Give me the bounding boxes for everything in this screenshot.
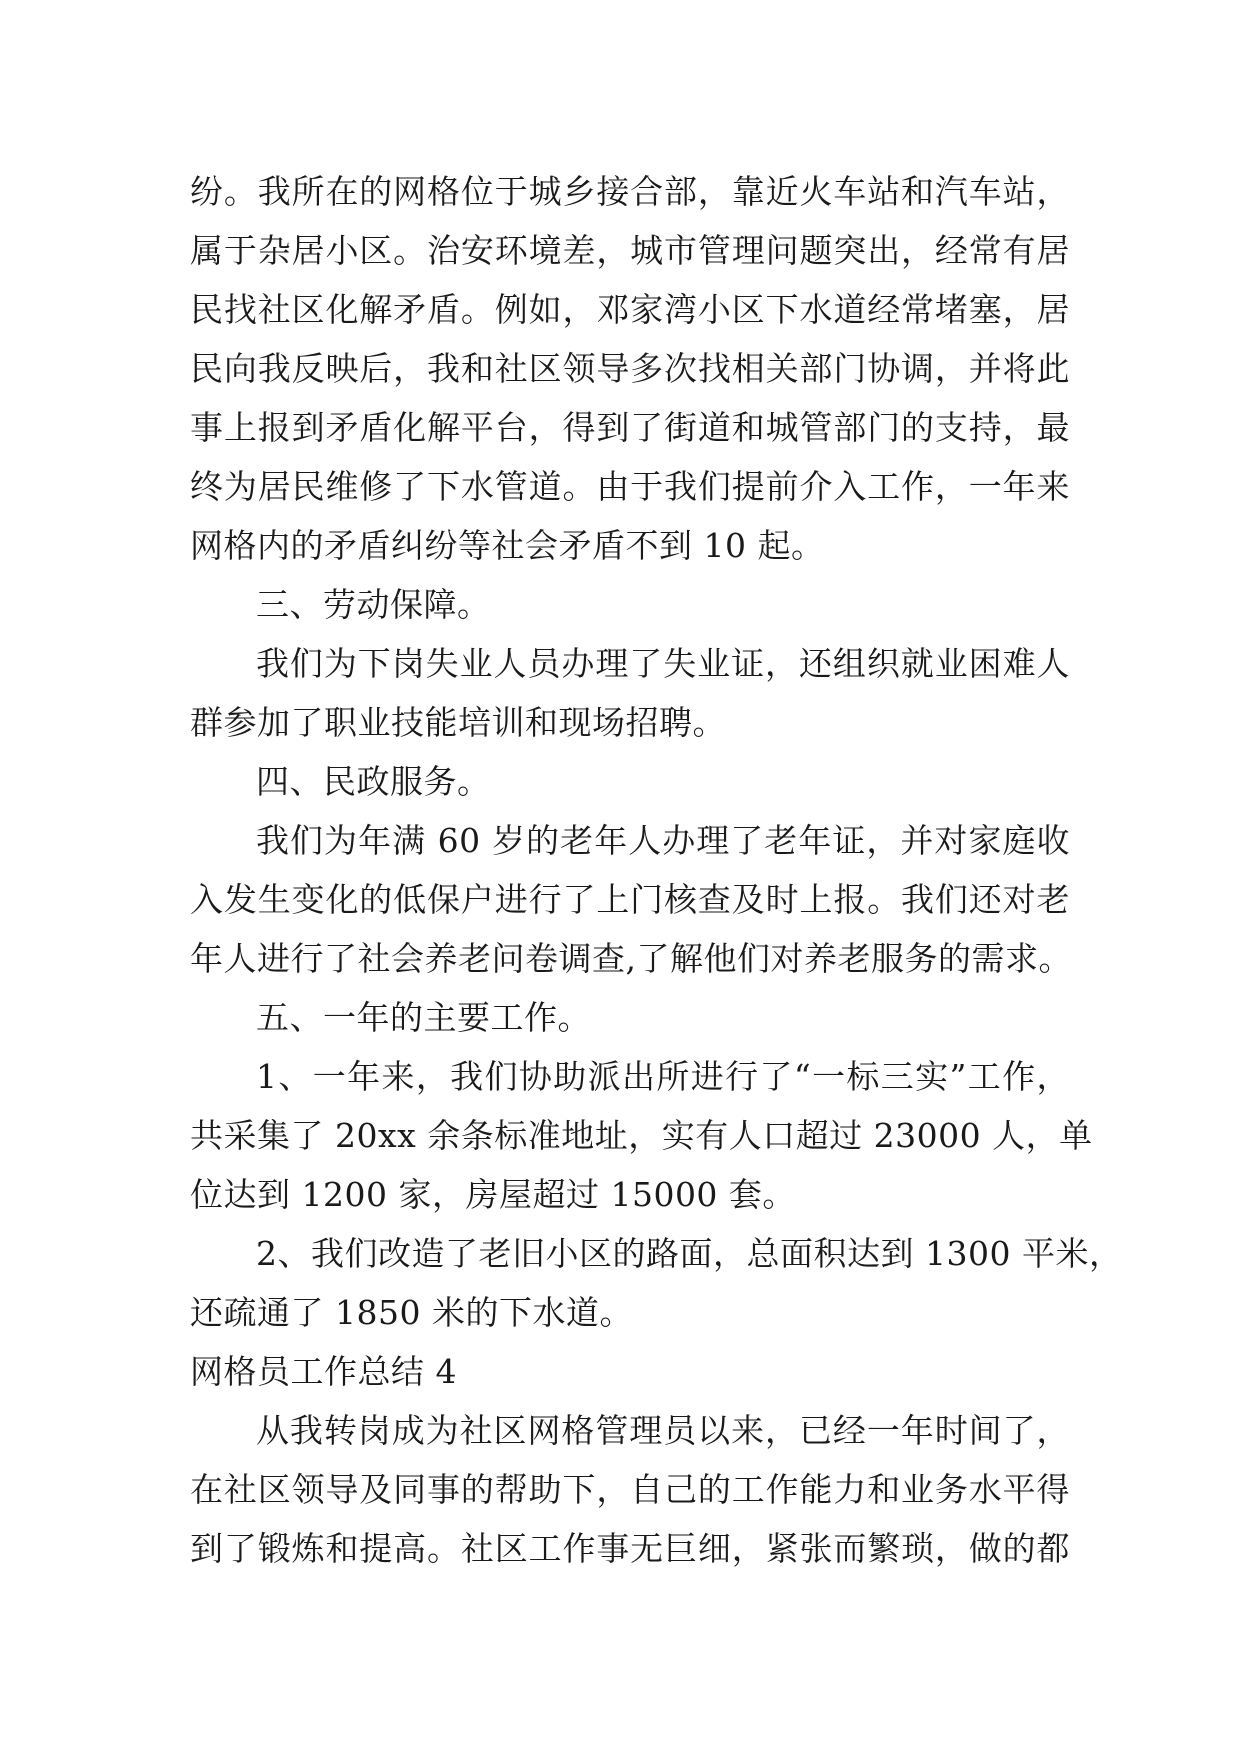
text-line: 群参加了职业技能培训和现场招聘。: [190, 703, 726, 742]
text-line: 共采集了 20xx 余条标准地址，实有人口超过 23000 人，单: [190, 1116, 1093, 1155]
text-line: 纷。我所在的网格位于城乡接合部，靠近火车站和汽车站，: [190, 172, 1070, 211]
text-line: 入发生变化的低保户进行了上门核查及时上报。我们还对老: [190, 880, 1070, 919]
text-line: 2、我们改造了老旧小区的路面，总面积达到 1300 平米，: [256, 1234, 1123, 1273]
text-line: 在社区领导及同事的帮助下，自己的工作能力和业务水平得: [190, 1470, 1070, 1509]
section-heading: 五、一年的主要工作。: [256, 998, 591, 1037]
document-body: [190, 162, 1123, 1578]
text-line: 年人进行了社会养老问卷调查,了解他们对养老服务的需求。: [190, 939, 1072, 978]
text-line: 1、一年来，我们协助派出所进行了“一标三实”工作，: [256, 1057, 1070, 1096]
text-line: 民向我反映后，我和社区领导多次找相关部门协调，并将此: [190, 349, 1070, 388]
section-heading: 四、民政服务。: [256, 762, 491, 801]
text-line: 属于杂居小区。治安环境差，城市管理问题突出，经常有居: [190, 231, 1070, 270]
text-line: 我们为年满 60 岁的老年人办理了老年证，并对家庭收: [256, 821, 1070, 860]
document-title: 网格员工作总结 4: [190, 1352, 457, 1391]
text-line: 事上报到矛盾化解平台，得到了街道和城管部门的支持，最: [190, 408, 1070, 447]
text-line: 我们为下岗失业人员办理了失业证，还组织就业困难人: [256, 644, 1070, 683]
text-line: 位达到 1200 家，房屋超过 15000 套。: [190, 1175, 796, 1214]
text-line: 还疏通了 1850 米的下水道。: [190, 1293, 633, 1332]
text-line: 民找社区化解矛盾。例如，邓家湾小区下水道经常堵塞，居: [190, 290, 1070, 329]
section-heading: 三、劳动保障。: [256, 585, 491, 624]
text-line: 终为居民维修了下水管道。由于我们提前介入工作，一年来: [190, 467, 1070, 506]
text-line: 网格内的矛盾纠纷等社会矛盾不到 10 起。: [190, 526, 825, 565]
text-line: 从我转岗成为社区网格管理员以来，已经一年时间了，: [256, 1411, 1070, 1450]
text-line: 到了锻炼和提高。社区工作事无巨细，紧张而繁琐，做的都: [190, 1529, 1070, 1568]
